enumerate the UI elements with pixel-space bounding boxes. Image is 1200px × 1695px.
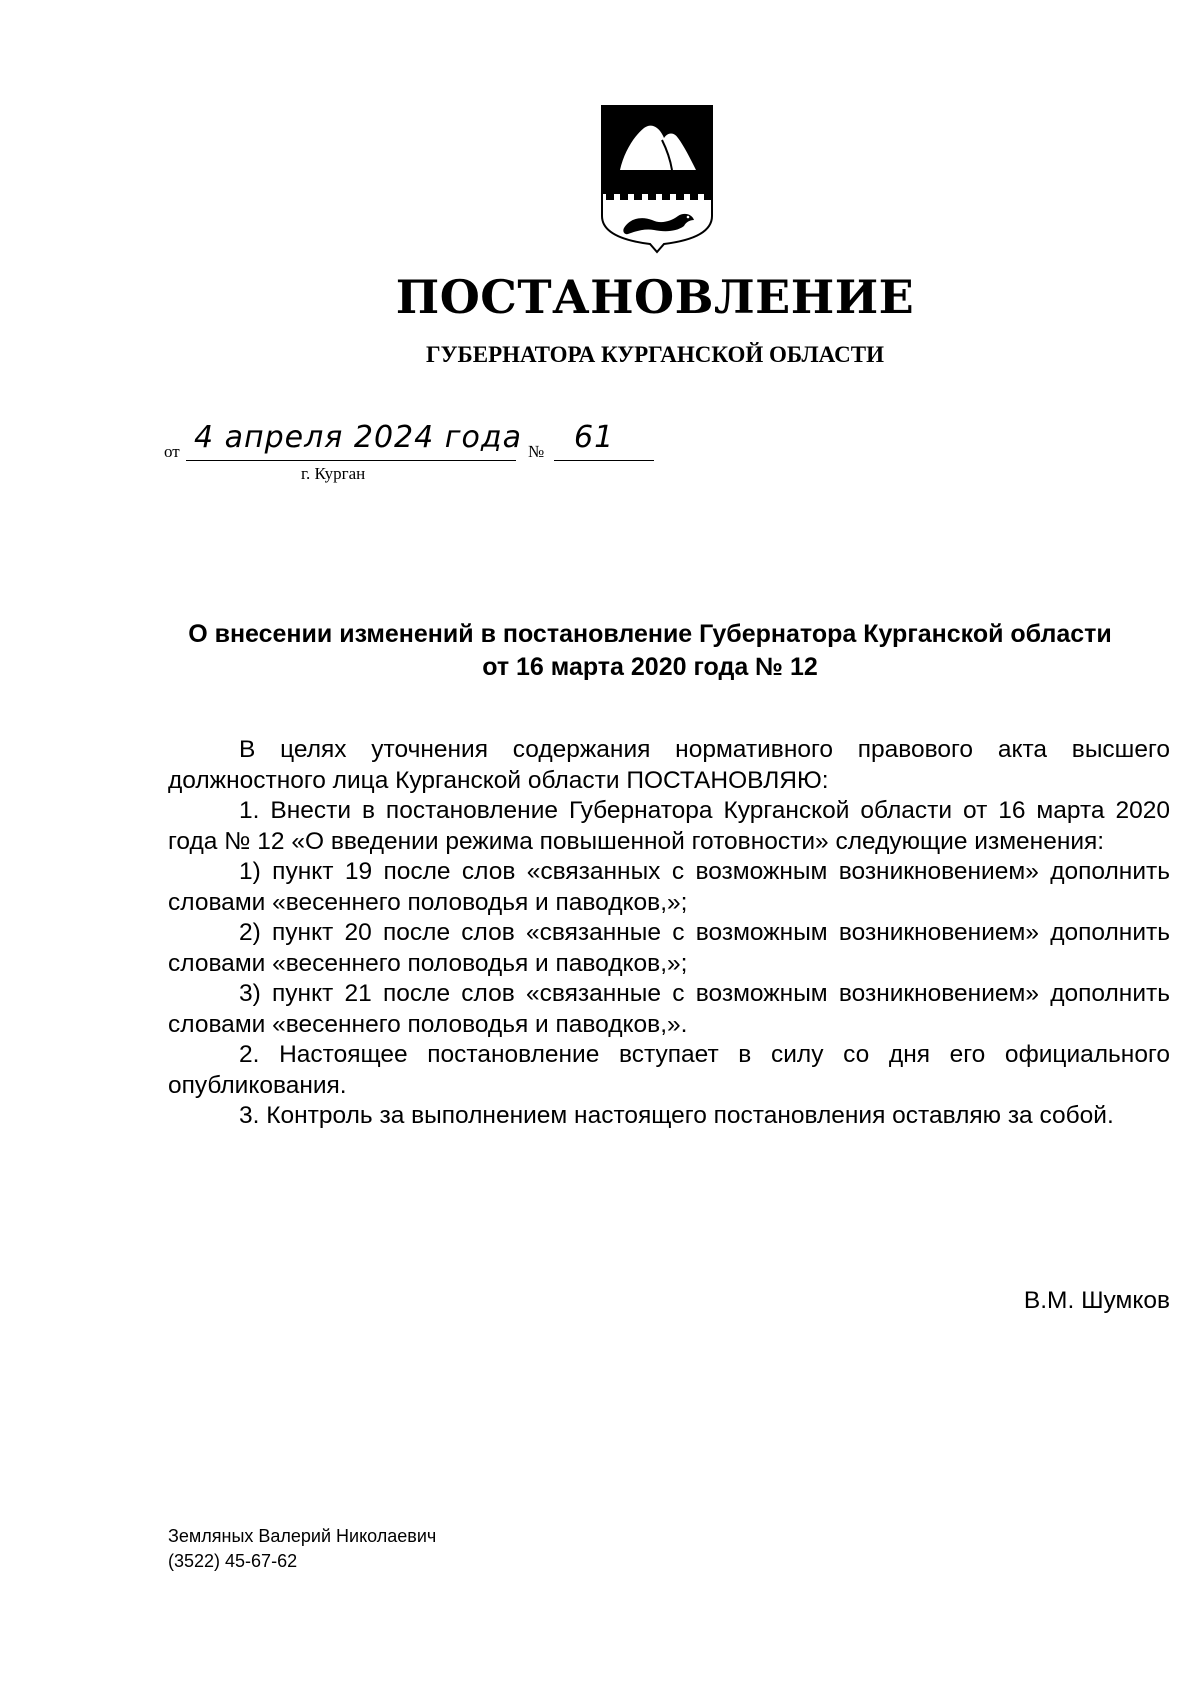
document-body [168, 735, 1170, 1132]
date-line [164, 422, 664, 482]
paragraph-subitem-2: 2) пункт 20 после слов «связанные с возможным возникновением» дополнить словами «весеннего половодья и паводков,»; [168, 919, 1170, 977]
paragraph-item-3: 3. Контроль за выполнением настоящего постановления оставляю за собой. [239, 1102, 1114, 1129]
number-handwritten: 61 [574, 420, 615, 455]
executor-block [168, 1524, 436, 1574]
heading-line-2: от 16 марта 2020 года № 12 [482, 653, 818, 681]
date-underline [186, 460, 516, 461]
document-title: ПОСТАНОВЛЕНИЕ [395, 270, 915, 324]
number-label: № [528, 442, 545, 461]
signature-name: В.М. Шумков [1023, 1287, 1170, 1314]
paragraph-subitem-1: 1) пункт 19 после слов «связанных с возможным возникновением» дополнить словами «весеннего половодья и паводков,»; [168, 858, 1170, 916]
document-heading [150, 618, 1150, 684]
number-underline [554, 460, 654, 461]
paragraph-item-2: 2. Настоящее постановление вступает в силу со дня его официального опубликования. [168, 1041, 1170, 1099]
paragraph-preamble: В целях уточнения содержания нормативного правового акта высшего должностного лица Курганской области ПОСТАНОВЛЯЮ: [168, 736, 1170, 794]
document-subtitle: ГУБЕРНАТОРА КУРГАНСКОЙ ОБЛАСТИ [426, 342, 884, 367]
date-handwritten: 4 апреля 2024 года [194, 420, 523, 455]
heading-line-1: О внесении изменений в постановление Губернатора Курганской области [188, 620, 1112, 648]
executor-phone: (3522) 45-67-62 [168, 1551, 298, 1571]
city-label: г. Курган [301, 464, 366, 483]
paragraph-item-1: 1. Внести в постановление Губернатора Курганской области от 16 марта 2020 года № 12 «О введении режима повышенной готовности» следующие изменения: [168, 797, 1170, 855]
executor-name: Земляных Валерий Николаевич [168, 1526, 437, 1546]
date-from-label: от [164, 442, 180, 461]
paragraph-subitem-3: 3) пункт 21 после слов «связанные с возможным возникновением» дополнить словами «весеннего половодья и паводков,». [168, 980, 1170, 1038]
kurgan-coat-of-arms-icon [600, 104, 714, 254]
